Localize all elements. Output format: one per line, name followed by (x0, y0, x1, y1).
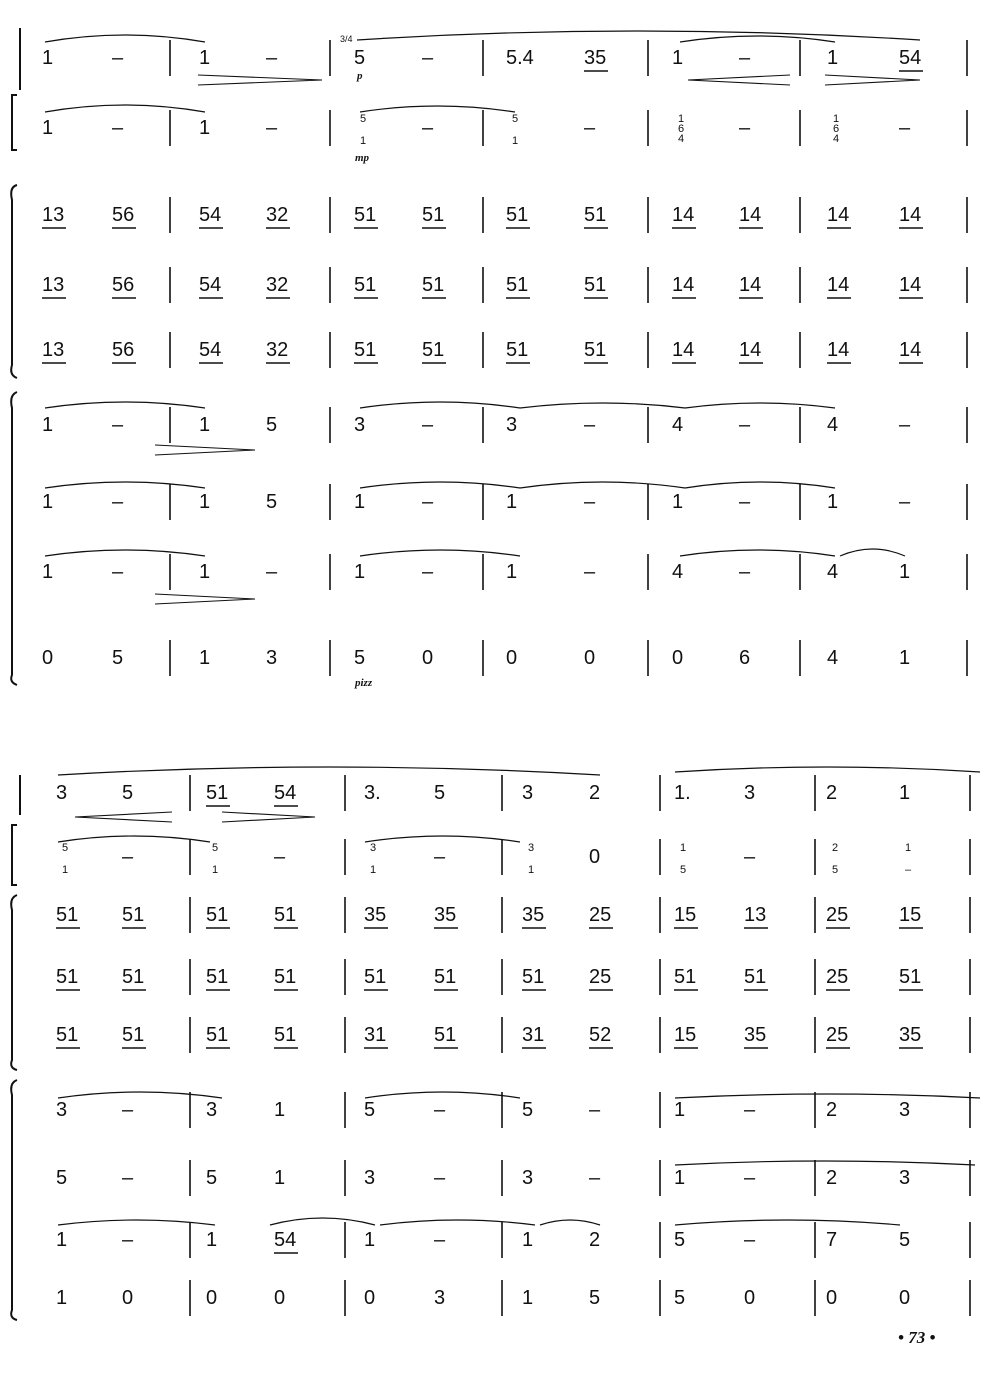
note: 13 (42, 339, 65, 361)
note: 1 (42, 414, 54, 436)
note: 1 (354, 561, 366, 583)
note: – (744, 1167, 756, 1189)
note: 51 (422, 339, 445, 361)
chord-note: 4 (833, 133, 840, 145)
note: – (112, 414, 124, 436)
note: 13 (744, 904, 767, 926)
note: – (122, 1167, 134, 1189)
note: 25 (589, 966, 612, 988)
note: – (584, 561, 596, 583)
note: 51 (584, 274, 607, 296)
bracket (11, 895, 17, 1070)
chord-note: 6 (833, 123, 840, 135)
slur (675, 1220, 900, 1225)
note: – (584, 117, 596, 139)
note: – (434, 1167, 446, 1189)
chord-note: 5 (680, 864, 687, 876)
note: 1 (42, 561, 54, 583)
slur (685, 482, 835, 488)
note: 54 (199, 339, 222, 361)
note: 3 (206, 1099, 218, 1121)
note: 5 (206, 1167, 218, 1189)
note: 31 (364, 1024, 387, 1046)
note: 2 (589, 1229, 601, 1251)
note: 14 (739, 204, 762, 226)
note: 1 (274, 1099, 286, 1121)
note: – (122, 846, 134, 868)
note: 5 (364, 1099, 376, 1121)
chord-note: 1 (833, 113, 840, 125)
note: 51 (56, 904, 79, 926)
note: 1 (506, 491, 518, 513)
note: 51 (274, 1024, 297, 1046)
note: 51 (506, 204, 529, 226)
slur (360, 106, 515, 112)
note: – (266, 47, 278, 69)
chord-note: 3 (528, 842, 535, 854)
note: 14 (739, 339, 762, 361)
note: – (422, 491, 434, 513)
slur (520, 482, 685, 488)
note: 1 (674, 1167, 686, 1189)
note: 4 (827, 414, 839, 436)
note: 3 (266, 647, 278, 669)
dynamic-mp: mp (355, 152, 370, 164)
note: – (112, 47, 124, 69)
slur (45, 550, 205, 556)
note: – (899, 491, 911, 513)
note: 51 (434, 966, 457, 988)
note: – (422, 414, 434, 436)
note: 3 (506, 414, 518, 436)
note: 5 (354, 647, 366, 669)
note: 1. (674, 782, 691, 804)
bracket (11, 1080, 17, 1320)
note: 51 (422, 204, 445, 226)
note: 1 (899, 782, 911, 804)
note: 4 (827, 647, 839, 669)
note: – (434, 1099, 446, 1121)
hairpin (688, 75, 790, 85)
note: 5 (112, 647, 124, 669)
hairpin (198, 75, 322, 85)
hairpin (222, 812, 315, 822)
chord-note: 3 (370, 842, 377, 854)
note: – (584, 414, 596, 436)
note: 51 (522, 966, 545, 988)
slur (45, 35, 205, 42)
note: 51 (422, 274, 445, 296)
bracket (11, 392, 17, 685)
note: 14 (827, 339, 850, 361)
note: – (739, 47, 751, 69)
note: 1 (199, 117, 211, 139)
chord-note: 1 (905, 842, 912, 854)
note: 14 (827, 274, 850, 296)
note: 51 (354, 204, 377, 226)
note: 1 (522, 1287, 534, 1309)
note: 15 (899, 904, 922, 926)
chord-note: 1 (678, 113, 685, 125)
note: – (739, 414, 751, 436)
chord-note: 1 (370, 864, 377, 876)
chord-note: 6 (678, 123, 685, 135)
note: 0 (364, 1287, 376, 1309)
note: 1 (199, 647, 211, 669)
note: 56 (112, 204, 135, 226)
note: 51 (354, 339, 377, 361)
note: 3 (364, 1167, 376, 1189)
chord-note: – (905, 864, 912, 876)
chord-note: 1 (528, 864, 535, 876)
note: – (744, 1099, 756, 1121)
note: 13 (42, 274, 65, 296)
note: 15 (674, 904, 697, 926)
note: 51 (56, 966, 79, 988)
note: 14 (672, 204, 695, 226)
note: – (122, 1229, 134, 1251)
bracket (11, 185, 17, 378)
note: 51 (274, 966, 297, 988)
note: 54 (199, 274, 222, 296)
note: 54 (274, 782, 297, 804)
slur (360, 482, 520, 488)
note: 14 (899, 274, 922, 296)
note: – (112, 117, 124, 139)
note: – (434, 1229, 446, 1251)
note: 1 (354, 491, 366, 513)
note: 1 (506, 561, 518, 583)
chord-note: 1 (62, 864, 69, 876)
note: 1 (199, 491, 211, 513)
note: 51 (206, 966, 229, 988)
note: 3 (744, 782, 756, 804)
slur (357, 31, 920, 40)
note: 51 (506, 274, 529, 296)
note: 54 (199, 204, 222, 226)
note: 5 (522, 1099, 534, 1121)
note: 0 (122, 1287, 134, 1309)
note: 5 (674, 1229, 686, 1251)
chord-note: 5 (62, 842, 69, 854)
note: 4 (672, 561, 684, 583)
note: 51 (674, 966, 697, 988)
note: 54 (274, 1229, 297, 1251)
note: 35 (434, 904, 457, 926)
note: 1 (672, 491, 684, 513)
slur (45, 105, 205, 112)
note: 5 (354, 47, 366, 69)
note: 1 (199, 561, 211, 583)
note: 1 (827, 491, 839, 513)
note: – (266, 561, 278, 583)
note: 51 (899, 966, 922, 988)
note: 0 (899, 1287, 911, 1309)
slur (675, 1094, 980, 1098)
note: 5 (266, 491, 278, 513)
note: 6 (739, 647, 751, 669)
chord-note: 1 (212, 864, 219, 876)
note: 51 (122, 904, 145, 926)
note: 1 (364, 1229, 376, 1251)
note: – (739, 491, 751, 513)
note: 5 (589, 1287, 601, 1309)
note: 35 (522, 904, 545, 926)
note: – (422, 47, 434, 69)
note: 7 (826, 1229, 838, 1251)
note: 35 (584, 47, 607, 69)
slur (380, 1220, 535, 1225)
note: 25 (826, 966, 849, 988)
note: 56 (112, 274, 135, 296)
note: 51 (506, 339, 529, 361)
note: 14 (827, 204, 850, 226)
bracket (12, 95, 17, 150)
chord-note: 5 (360, 113, 367, 125)
note: – (434, 846, 446, 868)
hairpin (825, 75, 920, 85)
bracket (12, 825, 17, 885)
chord-note: 1 (680, 842, 687, 854)
note: 1 (199, 47, 211, 69)
page-number: • 73 • (898, 1328, 936, 1347)
pizz-marking: pizz (355, 677, 373, 689)
note: 51 (274, 904, 297, 926)
note: – (744, 846, 756, 868)
slur (58, 1092, 222, 1098)
note: 0 (672, 647, 684, 669)
note: – (739, 117, 751, 139)
note: 51 (56, 1024, 79, 1046)
slur (675, 767, 980, 772)
slur (58, 1220, 215, 1225)
note: 52 (589, 1024, 612, 1046)
slur (360, 402, 520, 408)
note: 5 (434, 782, 446, 804)
note: 51 (206, 904, 229, 926)
note: 1 (899, 561, 911, 583)
slur (58, 767, 600, 775)
note: 1 (522, 1229, 534, 1251)
note: 0 (826, 1287, 838, 1309)
slur (685, 403, 835, 408)
note: 25 (589, 904, 612, 926)
chord-note: 5 (832, 864, 839, 876)
note: 5 (266, 414, 278, 436)
slur (680, 36, 835, 42)
note: 13 (42, 204, 65, 226)
slur (365, 836, 520, 842)
slur (45, 482, 205, 488)
note: 1 (42, 491, 54, 513)
note: 3 (434, 1287, 446, 1309)
note: 54 (899, 47, 922, 69)
note: 1 (199, 414, 211, 436)
note: 51 (364, 966, 387, 988)
note: 14 (672, 274, 695, 296)
note: 3. (364, 782, 381, 804)
note: – (112, 491, 124, 513)
note: – (589, 1099, 601, 1121)
hairpin (75, 812, 172, 822)
note: 5 (899, 1229, 911, 1251)
note: 3 (899, 1099, 911, 1121)
note: – (899, 117, 911, 139)
note: 1 (274, 1167, 286, 1189)
note: 32 (266, 274, 289, 296)
slur (680, 550, 835, 556)
note: 0 (274, 1287, 286, 1309)
chord-note: 1 (360, 135, 367, 147)
slur (58, 836, 210, 842)
note: 1 (206, 1229, 218, 1251)
note: 1 (899, 647, 911, 669)
note: 14 (899, 204, 922, 226)
slur (520, 403, 685, 408)
note: 0 (422, 647, 434, 669)
note: 0 (744, 1287, 756, 1309)
note: – (584, 491, 596, 513)
note: 3 (899, 1167, 911, 1189)
note: – (112, 561, 124, 583)
note: 1 (56, 1287, 68, 1309)
note: 5 (122, 782, 134, 804)
slur (540, 1220, 600, 1225)
note: – (422, 561, 434, 583)
note: – (739, 561, 751, 583)
note: 1 (56, 1229, 68, 1251)
dynamic-p: p (357, 70, 363, 82)
slur (365, 1092, 520, 1098)
note: 5 (674, 1287, 686, 1309)
note: 3 (522, 1167, 534, 1189)
note: 51 (122, 966, 145, 988)
note: 1 (672, 47, 684, 69)
note: 3 (56, 1099, 68, 1121)
note: 35 (744, 1024, 767, 1046)
note: 51 (584, 339, 607, 361)
note: 14 (672, 339, 695, 361)
chord-note: 4 (678, 133, 685, 145)
note: – (589, 1167, 601, 1189)
note: 0 (42, 647, 54, 669)
slur (675, 1161, 975, 1165)
note: 3 (522, 782, 534, 804)
note: 51 (206, 782, 229, 804)
note: 14 (739, 274, 762, 296)
note: 51 (434, 1024, 457, 1046)
chord-note: 5 (512, 113, 519, 125)
note: 0 (506, 647, 518, 669)
note: – (744, 1229, 756, 1251)
note: 0 (589, 846, 601, 868)
note: 32 (266, 204, 289, 226)
note: 0 (584, 647, 596, 669)
note: 35 (899, 1024, 922, 1046)
note: 15 (674, 1024, 697, 1046)
note: 1 (42, 47, 54, 69)
note: 14 (899, 339, 922, 361)
chord-note: 1 (512, 135, 519, 147)
note: 25 (826, 904, 849, 926)
note: 25 (826, 1024, 849, 1046)
note: 31 (522, 1024, 545, 1046)
note: – (274, 846, 286, 868)
note: – (422, 117, 434, 139)
note: 5.4 (506, 47, 534, 69)
note: 2 (826, 1099, 838, 1121)
note: 32 (266, 339, 289, 361)
note: 3 (354, 414, 366, 436)
note: – (899, 414, 911, 436)
hairpin (155, 445, 255, 455)
hairpin (155, 594, 255, 604)
note: 3 (56, 782, 68, 804)
chord-note: 2 (832, 842, 839, 854)
slur (45, 402, 205, 408)
slur (270, 1218, 375, 1225)
note: 56 (112, 339, 135, 361)
note: 5 (56, 1167, 68, 1189)
note: 1 (827, 47, 839, 69)
note: 4 (672, 414, 684, 436)
slur (360, 550, 520, 556)
note: 1 (42, 117, 54, 139)
note: 4 (827, 561, 839, 583)
note: 35 (364, 904, 387, 926)
note: 2 (589, 782, 601, 804)
note: 2 (826, 782, 838, 804)
note: – (122, 1099, 134, 1121)
note: 51 (354, 274, 377, 296)
note: 2 (826, 1167, 838, 1189)
note: 51 (206, 1024, 229, 1046)
time-signature: 3/4 (340, 34, 353, 44)
note: 1 (674, 1099, 686, 1121)
chord-note: 5 (212, 842, 219, 854)
note: 51 (584, 204, 607, 226)
note: 51 (122, 1024, 145, 1046)
note: 0 (206, 1287, 218, 1309)
note: – (266, 117, 278, 139)
slur (840, 549, 905, 556)
note: 51 (744, 966, 767, 988)
